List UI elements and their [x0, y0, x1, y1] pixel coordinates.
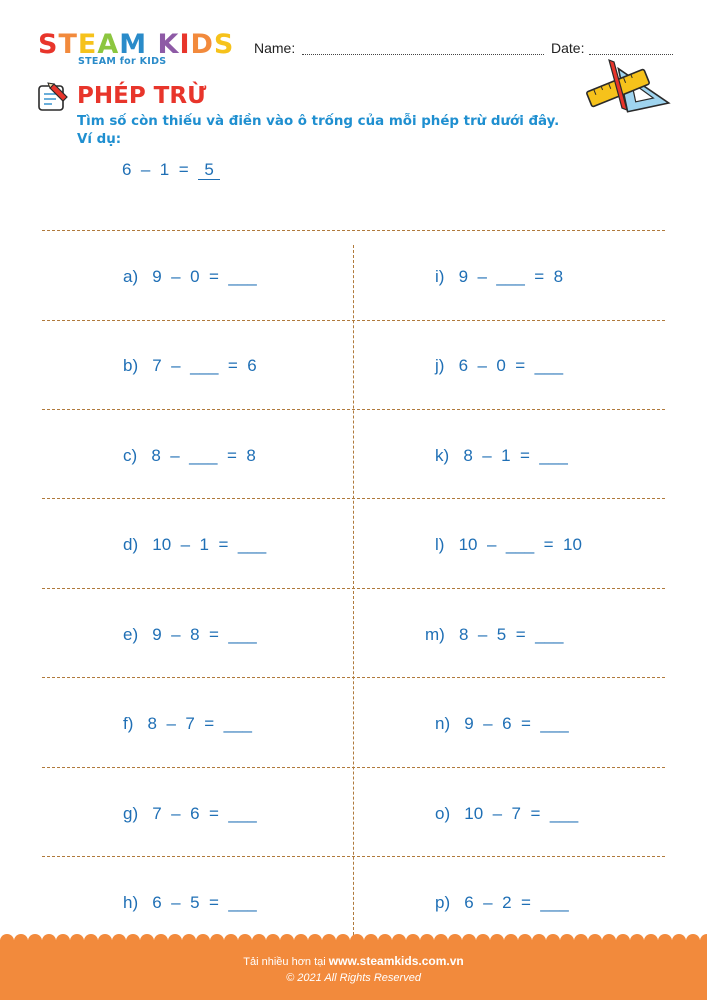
problem-p[interactable]: p) 6 – 2 = ___: [435, 893, 569, 912]
scallop-bump: [182, 934, 196, 946]
scallop-bump: [336, 934, 350, 946]
problem-b[interactable]: b) 7 – ___ = 6: [123, 356, 257, 375]
scallop-bump: [210, 934, 224, 946]
scallop-bump: [378, 934, 392, 946]
scallop-bump: [630, 934, 644, 946]
problem-l[interactable]: l) 10 – ___ = 10: [435, 535, 582, 554]
scallop-bump: [126, 934, 140, 946]
problem-j[interactable]: j) 6 – 0 = ___: [435, 356, 564, 375]
scallop-bump: [546, 934, 560, 946]
problem-h[interactable]: h) 6 – 5 = ___: [123, 893, 257, 912]
scallop-bump: [420, 934, 434, 946]
problem-g[interactable]: g) 7 – 6 = ___: [123, 804, 257, 823]
date-field[interactable]: [551, 40, 673, 60]
problem-m[interactable]: m) 8 – 5 = ___: [425, 625, 564, 644]
scallop-bump: [406, 934, 420, 946]
scallop-bump: [462, 934, 476, 946]
scallop-bump: [392, 934, 406, 946]
scallop-bump: [560, 934, 574, 946]
scallop-bump: [322, 934, 336, 946]
scallop-bump: [196, 934, 210, 946]
date-dotted-line: [589, 54, 673, 55]
steam-kids-logo: [38, 30, 238, 70]
instruction-text: Tìm số còn thiếu và điền vào ô trống của mỗi phép trừ dưới đây.: [77, 114, 560, 129]
column-divider: [353, 245, 354, 935]
scallop-bump: [70, 934, 84, 946]
scallop-bump: [42, 934, 56, 946]
problem-c[interactable]: c) 8 – ___ = 8: [123, 446, 256, 465]
scallop-bump: [574, 934, 588, 946]
name-field[interactable]: [254, 40, 544, 60]
divider-line: [42, 230, 665, 231]
scallop-bump: [364, 934, 378, 946]
scallop-bump: [266, 934, 280, 946]
example-expression: 6 – 1 =: [122, 160, 199, 179]
logo-letter: S: [38, 29, 59, 60]
scallop-bump: [294, 934, 308, 946]
scallop-bump: [0, 934, 14, 946]
scallop-bump: [168, 934, 182, 946]
logo-letter: D: [190, 29, 214, 60]
footer-website-line: [0, 954, 707, 968]
problem-f[interactable]: f) 8 – 7 = ___: [123, 714, 252, 733]
logo-letter: A: [97, 29, 120, 60]
scallop-bump: [434, 934, 448, 946]
scallop-bump: [14, 934, 28, 946]
scallop-bump: [280, 934, 294, 946]
scallop-bump: [308, 934, 322, 946]
scallop-bump: [700, 934, 707, 946]
scallop-bump: [616, 934, 630, 946]
footer-copyright: © 2021 All Rights Reserved: [286, 972, 421, 984]
problem-n[interactable]: n) 9 – 6 = ___: [435, 714, 569, 733]
scallop-bump: [28, 934, 42, 946]
scallop-bump: [112, 934, 126, 946]
date-label: Date:: [551, 40, 585, 56]
scallop-bump: [644, 934, 658, 946]
problem-e[interactable]: e) 9 – 8 = ___: [123, 625, 257, 644]
scallop-bump: [98, 934, 112, 946]
scallop-bump: [476, 934, 490, 946]
logo-subtitle: STEAM for KIDS: [78, 56, 167, 67]
logo-letter: T: [58, 29, 78, 60]
logo-letter: I: [179, 29, 191, 60]
scallop-bump: [588, 934, 602, 946]
problem-k[interactable]: k) 8 – 1 = ___: [435, 446, 568, 465]
logo-letter: M: [119, 29, 148, 60]
logo-letter: K: [157, 29, 180, 60]
scallop-bump: [56, 934, 70, 946]
scallop-bump: [140, 934, 154, 946]
name-dotted-line: [302, 54, 544, 55]
scallop-bump: [672, 934, 686, 946]
scallop-bump: [154, 934, 168, 946]
scallop-bump: [518, 934, 532, 946]
logo-letter: E: [77, 29, 98, 60]
scallop-bump: [84, 934, 98, 946]
ruler-and-set-square-icon: [585, 58, 675, 120]
name-label: Name:: [254, 40, 296, 56]
worksheet-pencil-icon: [36, 80, 70, 114]
logo-letter: S: [213, 29, 235, 60]
problem-d[interactable]: d) 10 – 1 = ___: [123, 535, 267, 554]
footer-banner: [0, 940, 707, 1000]
problem-i[interactable]: i) 9 – ___ = 8: [435, 267, 564, 286]
footer-website-link[interactable]: www.steamkids.com.vn: [328, 954, 464, 968]
scallop-bump: [238, 934, 252, 946]
scallop-bump: [532, 934, 546, 946]
scallop-bump: [350, 934, 364, 946]
scallop-bump: [658, 934, 672, 946]
scallop-bump: [686, 934, 700, 946]
topic-title: PHÉP TRỪ: [77, 83, 207, 109]
scallop-bump: [602, 934, 616, 946]
example-equation: [122, 160, 220, 180]
scallop-bump: [448, 934, 462, 946]
scallop-bump: [224, 934, 238, 946]
scallop-bump: [490, 934, 504, 946]
problem-a[interactable]: a) 9 – 0 = ___: [123, 267, 257, 286]
scallop-bump: [504, 934, 518, 946]
example-answer: 5: [198, 161, 220, 180]
scallop-bump: [252, 934, 266, 946]
footer-scallop-edge: [0, 934, 707, 946]
example-label: Ví dụ:: [77, 132, 122, 147]
footer-prefix: Tải nhiều hơn tại: [243, 956, 329, 968]
problem-o[interactable]: o) 10 – 7 = ___: [435, 804, 579, 823]
